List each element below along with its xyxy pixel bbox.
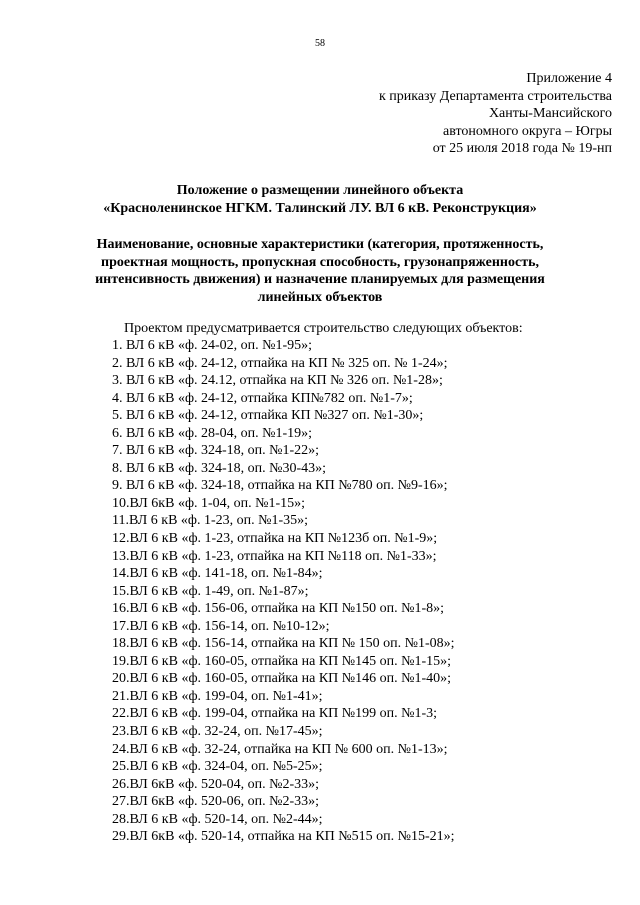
list-item: 15.ВЛ 6 кВ «ф. 1-49, оп. №1-87»; xyxy=(112,583,309,599)
list-item: 26.ВЛ 6кВ «ф. 520-04, оп. №2-33»; xyxy=(112,776,320,792)
list-item: 3. ВЛ 6 кВ «ф. 24.12, отпайка на КП № 326 оп. №1-28»; xyxy=(112,373,443,389)
list-item: 18.ВЛ 6 кВ «ф. 156-14, отпайка на КП № 150 оп. №1-08»; xyxy=(112,636,455,652)
list-item: 6. ВЛ 6 кВ «ф. 28-04, оп. №1-19»; xyxy=(112,425,313,441)
document-title xyxy=(40,182,600,217)
list-item: 24.ВЛ 6 кВ «ф. 32-24, отпайка на КП № 600 оп. №1-13»; xyxy=(112,741,448,757)
title-line: Положение о размещении линейного объекта xyxy=(176,183,464,198)
list-item: 2. ВЛ 6 кВ «ф. 24-12, отпайка на КП № 325 оп. № 1-24»; xyxy=(112,355,448,371)
list-item: 29.ВЛ 6кВ «ф. 520-14, отпайка на КП №515 оп. №15-21»; xyxy=(112,829,455,845)
list-item: 22.ВЛ 6 кВ «ф. 199-04, отпайка на КП №199 оп. №1-3; xyxy=(112,706,438,722)
heading-line: проектная мощность, пропускная способность, грузонапряженность, xyxy=(101,254,539,270)
list-item: 8. ВЛ 6 кВ «ф. 324-18, оп. №30-43»; xyxy=(112,460,327,476)
list-item: 12.ВЛ 6 кВ «ф. 1-23, отпайка на КП №123б оп. №1-9»; xyxy=(112,531,438,547)
appendix-line: от 25 июля 2018 года № 19-нп xyxy=(432,141,612,156)
list-item: 14.ВЛ 6 кВ «ф. 141-18, оп. №1-84»; xyxy=(112,566,323,582)
section-heading xyxy=(40,236,600,306)
list-item: 28.ВЛ 6 кВ «ф. 520-14, оп. №2-44»; xyxy=(112,811,323,827)
list-item: 4. ВЛ 6 кВ «ф. 24-12, отпайка КП№782 оп. №1-7»; xyxy=(112,390,413,406)
heading-line: линейных объектов xyxy=(257,289,383,305)
appendix-line: Приложение 4 xyxy=(526,71,612,86)
appendix-line: автономного округа – Югры xyxy=(443,123,612,139)
heading-line: Наименование, основные характеристики (категория, протяженность, xyxy=(96,237,544,252)
intro-paragraph: Проектом предусматривается строительство следующих объектов: xyxy=(124,321,523,336)
list-item: 19.ВЛ 6 кВ «ф. 160-05, отпайка на КП №145 оп. №1-15»; xyxy=(112,653,452,669)
list-item: 27.ВЛ 6кВ «ф. 520-06, оп. №2-33»; xyxy=(112,794,320,810)
list-item: 11.ВЛ 6 кВ «ф. 1-23, оп. №1-35»; xyxy=(112,513,309,529)
list-item: 5. ВЛ 6 кВ «ф. 24-12, отпайка КП №327 оп. №1-30»; xyxy=(112,408,424,424)
list-item: 21.ВЛ 6 кВ «ф. 199-04, оп. №1-41»; xyxy=(112,688,323,704)
title-line: «Красноленинское НГКМ. Талинский ЛУ. ВЛ 6 кВ. Реконструкция» xyxy=(103,200,537,216)
page-number: 58 xyxy=(315,38,325,49)
list-item: 16.ВЛ 6 кВ «ф. 156-06, отпайка на КП №150 оп. №1-8»; xyxy=(112,601,445,617)
appendix-line: к приказу Департамента строительства xyxy=(378,88,612,104)
appendix-line: Ханты-Мансийского xyxy=(488,106,612,121)
list-item: 25.ВЛ 6 кВ «ф. 324-04, оп. №5-25»; xyxy=(112,759,323,775)
list-item: 1. ВЛ 6 кВ «ф. 24-02, оп. №1-95»; xyxy=(112,338,313,353)
list-item: 17.ВЛ 6 кВ «ф. 156-14, оп. №10-12»; xyxy=(112,618,330,634)
list-item: 7. ВЛ 6 кВ «ф. 324-18, оп. №1-22»; xyxy=(112,443,320,459)
appendix-header xyxy=(272,70,612,158)
list-item: 13.ВЛ 6 кВ «ф. 1-23, отпайка на КП №118 оп. №1-33»; xyxy=(112,548,437,564)
heading-line: интенсивность движения) и назначение планируемых для размещения xyxy=(95,272,545,287)
list-item: 9. ВЛ 6 кВ «ф. 324-18, отпайка на КП №780 оп. №9-16»; xyxy=(112,478,448,494)
list-item: 20.ВЛ 6 кВ «ф. 160-05, отпайка на КП №146 оп. №1-40»; xyxy=(112,671,452,687)
list-item: 10.ВЛ 6кВ «ф. 1-04, оп. №1-15»; xyxy=(112,495,306,511)
object-list xyxy=(112,337,455,846)
list-item: 23.ВЛ 6 кВ «ф. 32-24, оп. №17-45»; xyxy=(112,724,323,740)
